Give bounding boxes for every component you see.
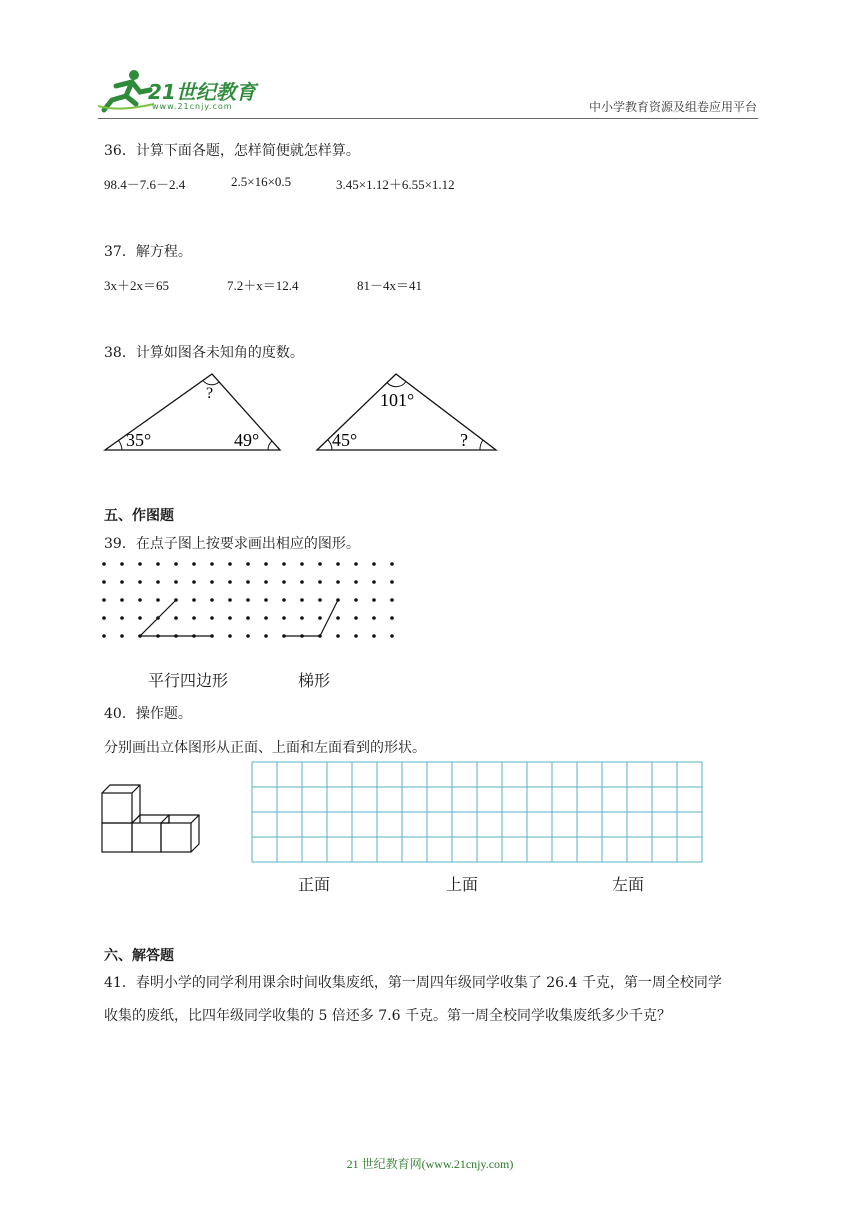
grid-dot: [228, 562, 232, 566]
grid-dot: [228, 616, 232, 620]
grid-dot: [138, 562, 142, 566]
grid-dot: [318, 634, 322, 638]
grid-dot: [282, 598, 286, 602]
q36-item-3: 3.45×1.12＋6.55×1.12: [336, 177, 455, 192]
grid-dot: [336, 634, 340, 638]
grid-dot: [192, 580, 196, 584]
grid-dot: [210, 616, 214, 620]
grid-dot: [282, 616, 286, 620]
tri1-left-angle: 35°: [126, 430, 152, 450]
q37-item-2: 7.2＋x＝12.4: [227, 278, 299, 293]
grid-dot: [282, 634, 286, 638]
grid-dot: [372, 634, 376, 638]
q41-line-1: 41．春明小学的同学利用课余时间收集废纸，第一周四年级同学收集了 26.4 千克，第一周全校同学: [104, 975, 722, 991]
grid-dot: [228, 580, 232, 584]
q37-item-3: 81－4x＝41: [357, 278, 423, 293]
grid-dot: [192, 562, 196, 566]
grid-dot: [228, 598, 232, 602]
q38-title: 38．计算如图各未知角的度数。: [104, 345, 304, 361]
trapezoid-segment: [320, 600, 338, 636]
grid-dot: [300, 580, 304, 584]
grid-dot: [102, 616, 106, 620]
grid-dot: [246, 562, 250, 566]
grid-dot: [264, 580, 268, 584]
grid-dot: [174, 598, 178, 602]
grid-dot: [318, 598, 322, 602]
grid-dot: [120, 598, 124, 602]
grid-dot: [246, 598, 250, 602]
grid-dot: [174, 616, 178, 620]
grid-dot: [210, 634, 214, 638]
grid-dot: [264, 598, 268, 602]
q41-line-2: 收集的废纸，比四年级同学收集的 5 倍还多 7.6 千克。第一周全校同学收集废纸多少千克？: [104, 1008, 671, 1024]
tri1-right-angle: 49°: [234, 430, 260, 450]
trapezoid-label: 梯形: [298, 671, 331, 690]
grid-dot: [372, 580, 376, 584]
grid-dot: [246, 616, 250, 620]
grid-dot: [210, 562, 214, 566]
grid-dot: [354, 580, 358, 584]
left-view-label: 左面: [612, 875, 645, 894]
triangle-2-figure: [312, 368, 502, 458]
logo-title: 21世纪教育: [148, 80, 256, 104]
grid-dot: [390, 616, 394, 620]
grid-dot: [174, 580, 178, 584]
grid-dot: [390, 598, 394, 602]
q36-title: 36．计算下面各题，怎样简便就怎样算。: [104, 143, 360, 159]
grid-dot: [264, 562, 268, 566]
grid-dot: [336, 616, 340, 620]
grid-dot: [372, 598, 376, 602]
logo: [98, 66, 268, 116]
grid-dot: [264, 634, 268, 638]
grid-dot: [120, 634, 124, 638]
tri2-top-angle: 101°: [380, 390, 415, 410]
section-5-heading: 五、作图题: [104, 508, 174, 524]
grid-dot: [120, 616, 124, 620]
front-view-label: 正面: [298, 875, 331, 894]
tri2-right-angle: ?: [460, 430, 468, 450]
cube-figure: [100, 782, 210, 854]
grid-dot: [336, 580, 340, 584]
grid-dot: [282, 562, 286, 566]
grid-dot: [138, 580, 142, 584]
logo-url: www.21cnjy.com: [152, 102, 233, 111]
section-6-heading: 六、解答题: [104, 948, 174, 964]
grid-dot: [192, 616, 196, 620]
grid-dot: [282, 580, 286, 584]
dot-grid: [100, 560, 400, 660]
grid-dot: [318, 562, 322, 566]
grid-dot: [102, 562, 106, 566]
grid-dot: [102, 598, 106, 602]
grid-dot: [138, 598, 142, 602]
grid-dot: [138, 616, 142, 620]
grid-dot: [156, 562, 160, 566]
grid-dot: [120, 580, 124, 584]
header-right-text: 中小学教育资源及组卷应用平台: [588, 100, 757, 114]
grid-dot: [246, 580, 250, 584]
grid-dot: [192, 598, 196, 602]
grid-dot: [246, 634, 250, 638]
answer-grid: [250, 761, 704, 863]
grid-dot: [174, 634, 178, 638]
grid-dot: [174, 562, 178, 566]
q40-description: 分别画出立体图形从正面、上面和左面看到的形状。: [104, 740, 426, 756]
grid-dot: [210, 580, 214, 584]
grid-dot: [354, 598, 358, 602]
grid-dot: [264, 616, 268, 620]
grid-dot: [300, 634, 304, 638]
grid-dot: [336, 562, 340, 566]
grid-dot: [372, 616, 376, 620]
grid-dot: [156, 598, 160, 602]
grid-dot: [300, 616, 304, 620]
grid-dot: [336, 598, 340, 602]
top-view-label: 上面: [446, 875, 479, 894]
tri1-top-angle: ?: [206, 385, 214, 402]
q36-item-2: 2.5×16×0.5: [231, 174, 292, 189]
footer-text: 21 世纪教育网(www.21cnjy.com): [346, 1157, 514, 1171]
grid-dot: [318, 616, 322, 620]
grid-dot: [138, 634, 142, 638]
grid-dot: [120, 562, 124, 566]
grid-dot: [102, 634, 106, 638]
parallelogram-label: 平行四边形: [148, 671, 229, 690]
grid-dot: [354, 616, 358, 620]
tri2-left-angle: 45°: [332, 430, 358, 450]
grid-dot: [156, 634, 160, 638]
q40-title: 40．操作题。: [104, 706, 192, 722]
grid-dot: [228, 634, 232, 638]
q37-item-1: 3x＋2x＝65: [104, 278, 170, 293]
header-rule: [98, 118, 758, 119]
grid-dot: [300, 598, 304, 602]
q36-item-1: 98.4－7.6－2.4: [104, 177, 186, 192]
grid-dot: [354, 634, 358, 638]
grid-dot: [390, 562, 394, 566]
grid-dot: [102, 580, 106, 584]
grid-dot: [390, 634, 394, 638]
grid-dot: [300, 562, 304, 566]
grid-dot: [354, 562, 358, 566]
grid-dot: [318, 580, 322, 584]
grid-dot: [390, 580, 394, 584]
grid-dot: [210, 598, 214, 602]
triangle-1-figure: [100, 368, 290, 458]
q39-title: 39．在点子图上按要求画出相应的图形。: [104, 536, 360, 552]
q37-title: 37．解方程。: [104, 244, 192, 260]
grid-dot: [372, 562, 376, 566]
grid-dot: [192, 634, 196, 638]
grid-dot: [156, 616, 160, 620]
grid-dot: [156, 580, 160, 584]
